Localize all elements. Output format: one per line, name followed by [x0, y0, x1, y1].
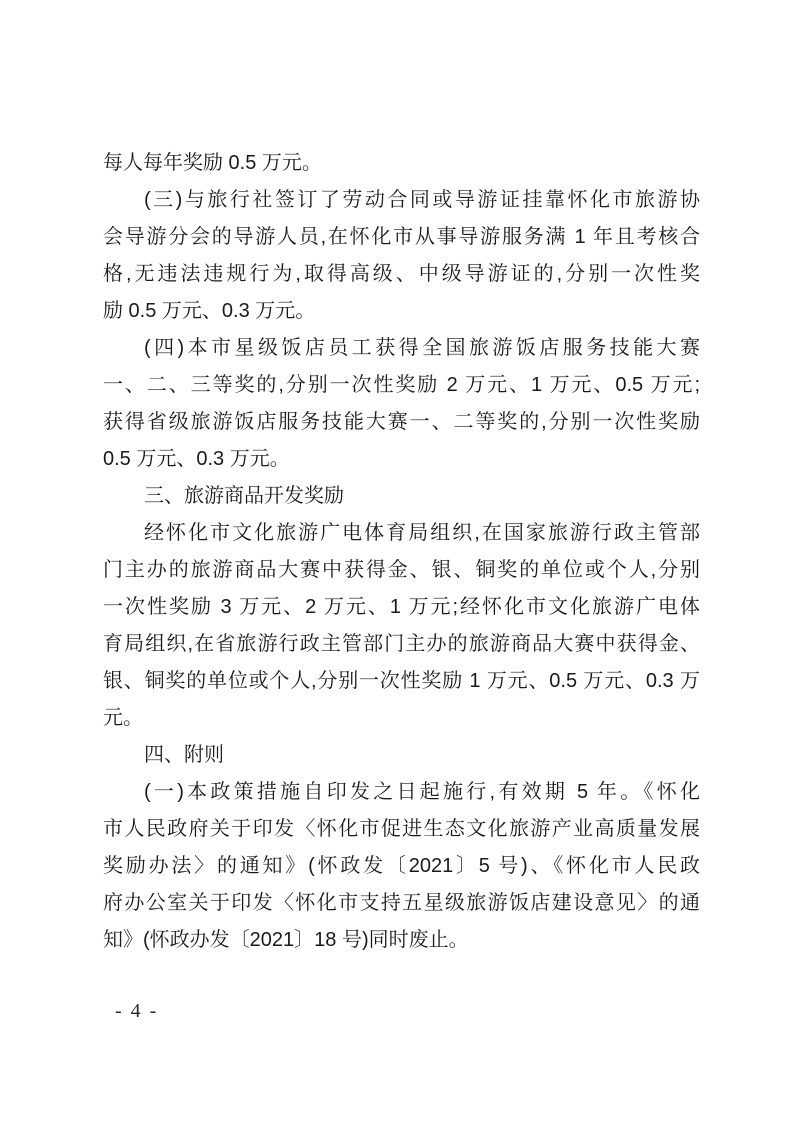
- body-text-line: 奖励办法〉的通知》(怀政发〔2021〕5 号)、《怀化市人民政: [103, 855, 700, 877]
- body-text-line: (一)本政策措施自印发之日起施行,有效期 5 年。《怀化: [144, 781, 700, 803]
- body-text-line: 格,无违法违规行为,取得高级、中级导游证的,分别一次性奖: [103, 263, 700, 285]
- body-text-line: 每人每年奖励 0.5 万元。: [103, 152, 322, 174]
- section-heading-line: 三、旅游商品开发奖励: [144, 485, 344, 507]
- body-text-line: 府办公室关于印发〈怀化市支持五星级旅游饭店建设意见〉的通: [103, 892, 700, 914]
- body-text-line: 育局组织,在省旅游行政主管部门主办的旅游商品大赛中获得金、: [103, 633, 700, 655]
- document-body: [103, 145, 700, 959]
- body-text-line: 获得省级旅游饭店服务技能大赛一、二等奖的,分别一次性奖励: [103, 411, 700, 433]
- body-text-line: 会导游分会的导游人员,在怀化市从事导游服务满 1 年且考核合: [103, 226, 700, 248]
- body-text-line: 0.5 万元、0.3 万元。: [103, 448, 290, 470]
- section-heading-line: 四、附则: [144, 744, 224, 766]
- body-text-line: 知》(怀政办发〔2021〕18 号)同时废止。: [103, 929, 469, 951]
- body-text-line: 一、二、三等奖的,分别一次性奖励 2 万元、1 万元、0.5 万元;: [103, 374, 700, 396]
- body-text-line: 门主办的旅游商品大赛中获得金、银、铜奖的单位或个人,分别: [103, 559, 700, 581]
- body-text-line: (三)与旅行社签订了劳动合同或导游证挂靠怀化市旅游协: [144, 189, 700, 211]
- body-text-line: 一次性奖励 3 万元、2 万元、1 万元;经怀化市文化旅游广电体: [103, 596, 700, 618]
- body-text-line: 经怀化市文化旅游广电体育局组织,在国家旅游行政主管部: [144, 522, 700, 544]
- body-text-line: 励 0.5 万元、0.3 万元。: [103, 300, 316, 322]
- body-text-line: 市人民政府关于印发〈怀化市促进生态文化旅游产业高质量发展: [103, 818, 700, 840]
- body-text-line: 元。: [103, 707, 143, 729]
- page-number: - 4 -: [115, 1000, 159, 1022]
- body-text-line: (四)本市星级饭店员工获得全国旅游饭店服务技能大赛: [144, 337, 700, 359]
- body-text-line: 银、铜奖的单位或个人,分别一次性奖励 1 万元、0.5 万元、0.3 万: [103, 670, 700, 692]
